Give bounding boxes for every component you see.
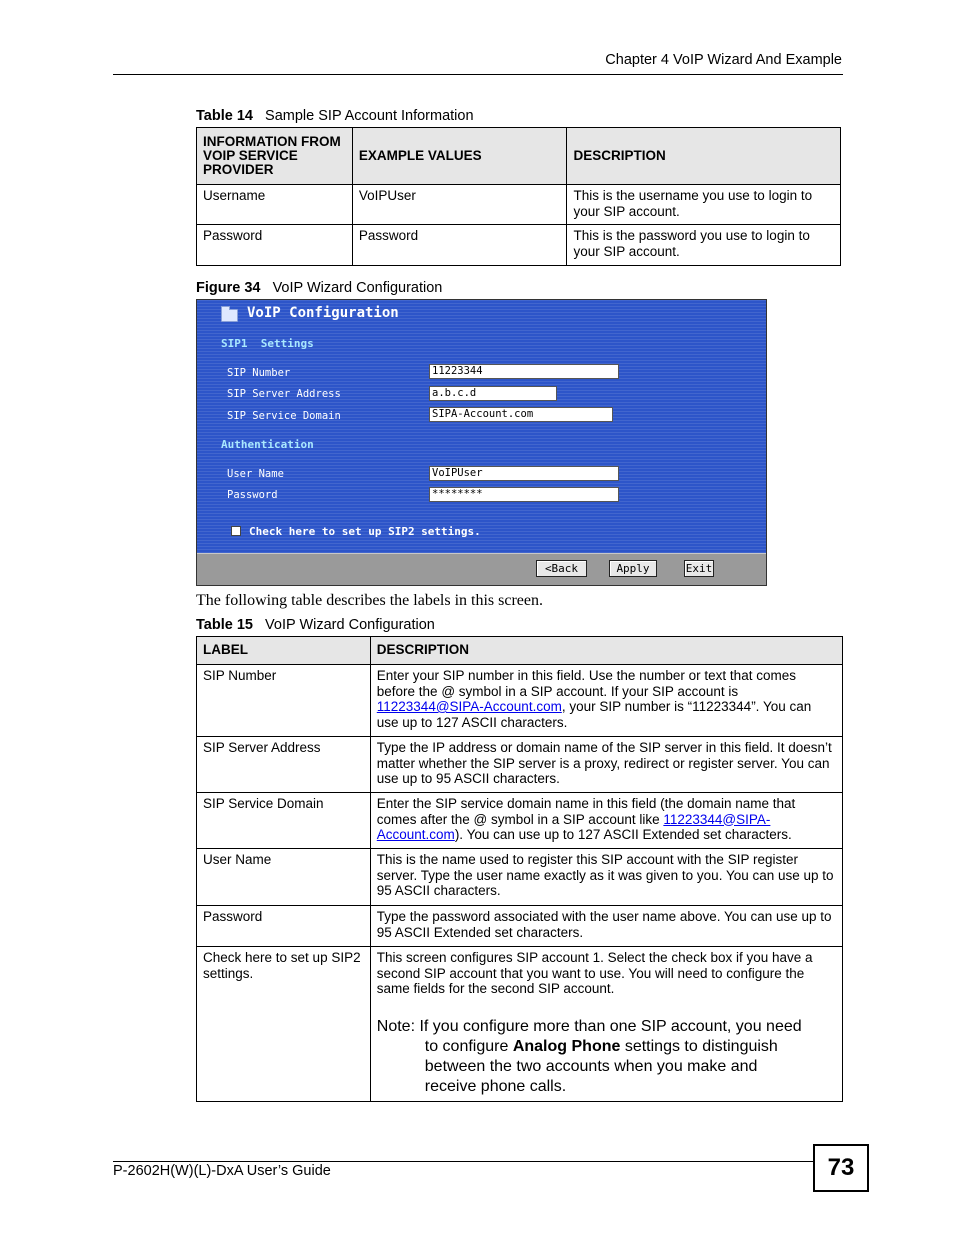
table14-header-values: EXAMPLE VALUES (352, 128, 567, 185)
table-row (197, 906, 843, 947)
table14-cell: VoIPUser (352, 185, 567, 225)
desc-text: ). You can use up to 127 ASCII Extended set characters. (454, 827, 792, 842)
row-label: SIP Service Domain (197, 793, 371, 849)
note-line: between the two accounts when you make and (424, 1057, 758, 1075)
note-line (377, 1037, 836, 1057)
screen-title: VoIP Configuration (247, 305, 399, 321)
row-label: Check here to set up SIP2 settings. (197, 947, 371, 1102)
table14-cell: This is the password you use to login to your SIP account. (567, 225, 841, 266)
row-description: This is the name used to register this SIP account with the SIP register server. Type the user name exactly as it was given to you. You can use up to 95 ASCII characters. (370, 849, 842, 906)
figure34-caption (196, 280, 442, 296)
table14-number: Table 14 (196, 108, 253, 124)
back-button[interactable]: <Back (536, 560, 587, 577)
note-line: receive phone calls. (424, 1077, 567, 1095)
sip-number-label: SIP Number (227, 367, 291, 379)
row-description (370, 947, 842, 1102)
sip-service-domain-label: SIP Service Domain (227, 410, 341, 422)
row-label: Password (197, 906, 371, 947)
desc-text: Enter your SIP number in this field. Use the number or text that comes before the @ symbol in a SIP account. If your SIP account is (376, 668, 796, 699)
sip1-section-title: SIP1 Settings (221, 337, 314, 350)
page-number: 73 (813, 1144, 869, 1192)
table14-header-info: INFORMATION FROM VOIP SERVICE PROVIDER (197, 128, 353, 185)
password-input[interactable]: ******** (429, 487, 619, 502)
figure34-title: VoIP Wizard Configuration (272, 280, 443, 296)
header-rule (113, 74, 843, 75)
note-text: to configure (424, 1037, 513, 1055)
table-row (197, 665, 843, 737)
figure34-number: Figure 34 (196, 280, 261, 296)
row-description: Type the password associated with the user name above. You can use up to 95 ASCII Extended set characters. (370, 906, 842, 947)
desc-text: This screen configures SIP account 1. Select the check box if you have a second SIP account that you want to use. You will need to configure the same fields for the second SIP account. (376, 950, 813, 996)
table15-title: VoIP Wizard Configuration (265, 617, 435, 633)
sip2-checkbox[interactable] (231, 526, 241, 536)
table14-header-description: DESCRIPTION (567, 128, 841, 185)
folder-icon (221, 309, 238, 322)
table-row (197, 849, 843, 906)
table-row (197, 225, 841, 266)
user-name-input[interactable]: VoIPUser (429, 466, 619, 481)
apply-button[interactable]: Apply (609, 560, 657, 577)
table-row (197, 737, 843, 793)
table15-header-description: DESCRIPTION (370, 637, 842, 665)
row-description: Type the IP address or domain name of the SIP server in this field. It doesn’t matter whether the SIP server is a proxy, redirect or register server. You can use up to 95 ASCII characters. (370, 737, 842, 793)
sip-account-link[interactable]: 11223344@SIPA-Account.com (376, 811, 771, 842)
desc-text: Enter the SIP service domain name in this field (the domain name that comes after the @ symbol in a SIP account like (376, 796, 796, 827)
chapter-header: Chapter 4 VoIP Wizard And Example (605, 52, 842, 68)
voip-config-screen (196, 299, 767, 586)
row-description (370, 665, 842, 737)
password-label: Password (227, 489, 278, 501)
guide-title: P-2602H(W)(L)-DxA User’s Guide (113, 1163, 331, 1179)
table-row (197, 793, 843, 849)
table15-caption (196, 617, 435, 633)
table-row (197, 947, 843, 1102)
sip-service-domain-input[interactable]: SIPA-Account.com (429, 407, 613, 422)
table14-cell: This is the username you use to login to your SIP account. (567, 185, 841, 225)
desc-text: , your SIP number is “11223344”. You can use up to 127 ASCII characters. (376, 699, 812, 730)
note-line: Note: If you configure more than one SIP account, you need (376, 1017, 802, 1035)
footer-rule (113, 1161, 813, 1162)
table14-title: Sample SIP Account Information (265, 108, 474, 124)
authentication-section-title: Authentication (221, 438, 314, 451)
analog-phone-term: Analog Phone (512, 1037, 621, 1055)
sip-number-input[interactable]: 11223344 (429, 364, 619, 379)
table14-cell: Password (352, 225, 567, 266)
table14-caption (196, 108, 474, 124)
user-name-label: User Name (227, 468, 284, 480)
row-label: User Name (197, 849, 371, 906)
screen-body (197, 300, 766, 553)
intro-text: The following table describes the labels in this screen. (196, 592, 544, 609)
sip2-checkbox-label: Check here to set up SIP2 settings. (249, 525, 481, 538)
sip-server-address-label: SIP Server Address (227, 388, 341, 400)
note-text: settings to distinguish (620, 1037, 778, 1055)
table15-header-label: LABEL (197, 637, 371, 665)
screen-footer-bar (197, 553, 766, 586)
note-block (377, 1017, 836, 1097)
table14-cell: Username (197, 185, 353, 225)
table15-number: Table 15 (196, 617, 253, 633)
row-description (370, 793, 842, 849)
table14-cell: Password (197, 225, 353, 266)
row-label: SIP Number (197, 665, 371, 737)
exit-button[interactable]: Exit (685, 562, 713, 575)
sip-account-link[interactable]: 11223344@SIPA-Account.com (376, 699, 562, 714)
table-row (197, 185, 841, 225)
row-label: SIP Server Address (197, 737, 371, 793)
table15 (196, 636, 843, 1102)
sip-server-address-input[interactable]: a.b.c.d (429, 386, 557, 401)
table14 (196, 127, 841, 266)
